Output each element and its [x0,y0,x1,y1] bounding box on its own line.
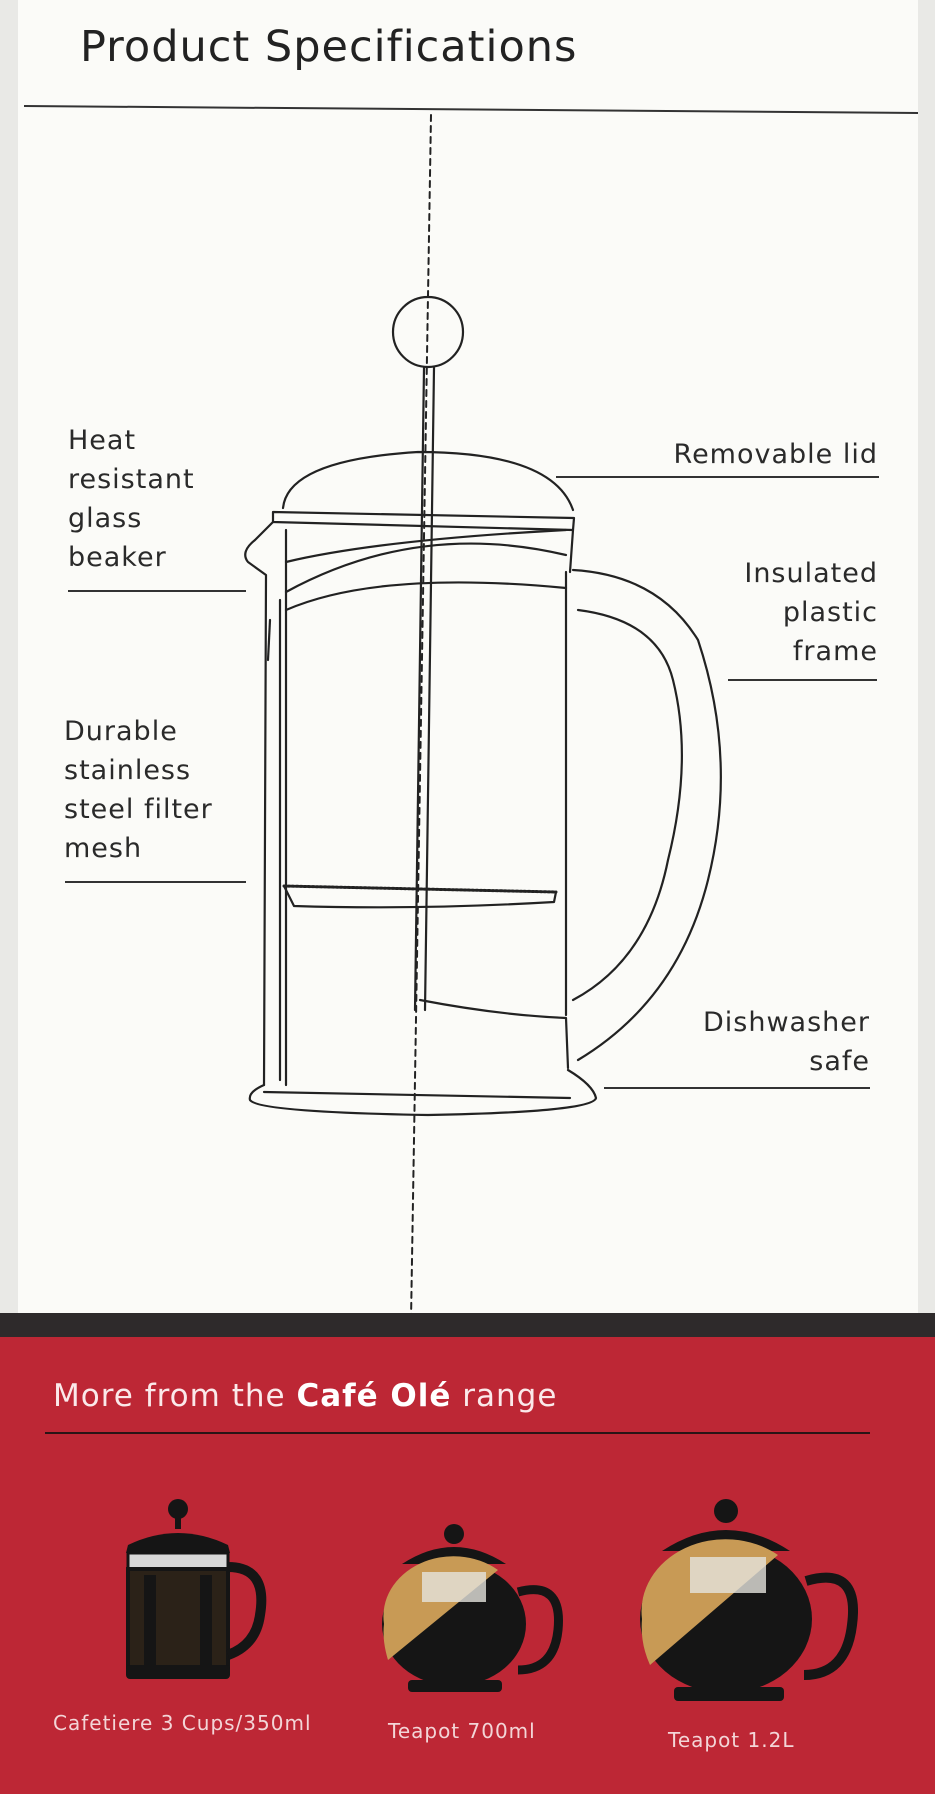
range-rule [45,1432,870,1434]
page-title: Product Specifications [80,22,578,72]
glass-beaker [245,522,273,1085]
product-label-teapot-1200: Teapot 1.2L [668,1728,795,1752]
callout-insulated-frame: Insulated plastic frame [744,558,878,667]
range-heading [53,1378,557,1414]
lead-line-dishwasher [604,1087,870,1089]
range-brand: Café Olé [296,1378,452,1414]
callout-heat-resistant: Heat resistant glass beaker [68,425,195,573]
range-heading-suffix: range [451,1378,558,1414]
cafetiere-icon [118,1495,268,1695]
range-heading-prefix: More from the [53,1378,297,1414]
product-label-teapot-700: Teapot 700ml [388,1719,536,1743]
lead-line-mesh [65,881,246,883]
dark-strip [0,1313,935,1337]
lead-line-lid [556,476,879,478]
callout-durable-mesh: Durable stainless steel filter mesh [64,716,213,864]
product-label-cafetiere: Cafetiere 3 Cups/350ml [53,1711,312,1735]
lid [283,452,573,510]
lead-line-heat [68,590,246,592]
lead-line-frame [728,679,877,681]
center-axis [411,115,431,1320]
teapot-icon [378,1520,563,1695]
callout-dishwasher: Dishwasher safe [703,1007,870,1077]
teapot-icon [638,1495,858,1705]
callout-removable-lid: Removable lid [673,439,878,470]
